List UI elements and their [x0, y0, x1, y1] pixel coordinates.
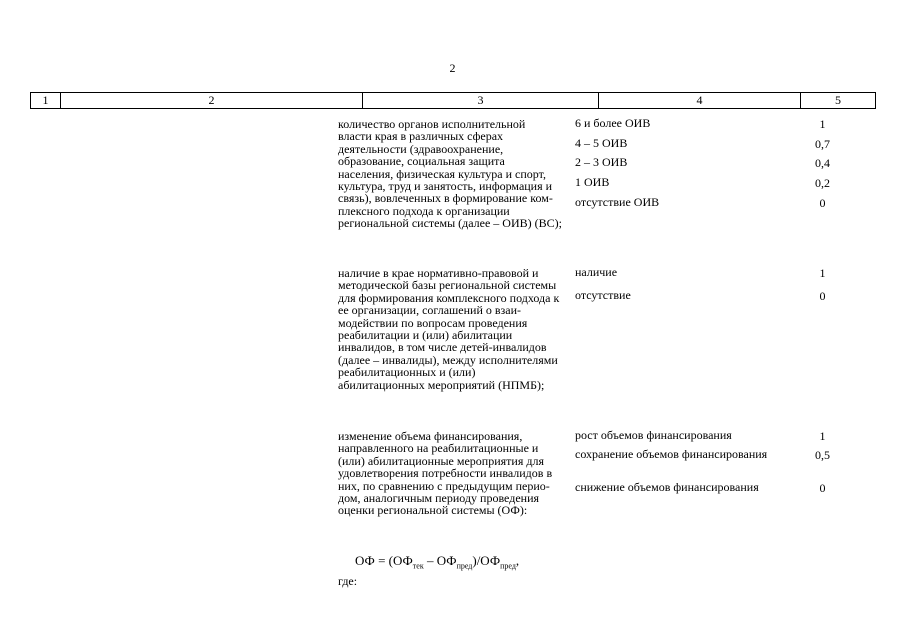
option-score: 0,5	[815, 448, 830, 462]
option-score: 0	[819, 481, 826, 495]
header-col-3: 3	[363, 93, 599, 108]
option-label: сохранение объемов финансирования	[575, 447, 768, 461]
formula-sub-previous: пред	[456, 561, 473, 571]
table-header-row	[30, 92, 876, 109]
option-label: наличие	[575, 265, 618, 279]
formula-tail: ,	[515, 553, 520, 568]
formula-sub-previous-denominator: пред	[500, 561, 516, 571]
option-label: снижение объемов финансирования	[575, 480, 759, 494]
option-label: 1 ОИВ	[575, 175, 610, 189]
formula-sub-current: тек	[412, 561, 424, 571]
option-label: 6 и более ОИВ	[575, 116, 651, 130]
option-score: 0	[819, 289, 826, 303]
option-label: рост объемов финансирования	[575, 428, 732, 442]
option-label: 4 – 5 ОИВ	[575, 136, 628, 150]
option-score: 0,4	[815, 156, 830, 170]
option-score: 0	[819, 196, 826, 210]
header-col-1: 1	[31, 93, 61, 108]
option-label: отсутствие ОИВ	[575, 195, 660, 209]
formula-minus: – ОФ	[423, 553, 457, 568]
option-score: 1	[819, 429, 826, 443]
option-label: отсутствие	[575, 288, 631, 302]
option-score: 0,2	[815, 176, 830, 190]
criterion-text: количество органов исполнительной власти края в различных сферах деятельности (здравоохранение, образование, социальная защита населения, физическая культура и спорт, культура, труд и занятость, информация и связь), вовлеченных в формирование комплексного подхода к организации региональной системы (далее – ОИВ) (ВС);	[338, 117, 562, 231]
criterion-text: наличие в крае нормативно-правовой и методической базы региональной системы для формирования комплексного подхода к ее организации, соглашений о взаимодействии по вопросам проведения реабилитации и (или) абилитации инвалидов, в том числе детей-инвалидов (далее – инвалиды), между исполнителями реабилитационных и (или) абилитационных мероприятий (НПМБ);	[338, 266, 560, 392]
header-col-5: 5	[835, 93, 841, 107]
option-score: 0,7	[815, 137, 830, 151]
criterion-text: изменение объема финансирования, направленного на реабилитационные и (или) абилитационные мероприятия для удовлетворения потребности инвалидов в них, по сравнению с предыдущим периодом, аналогичным периоду проведения оценки региональной системы (ОФ):	[338, 429, 553, 518]
where-label: где:	[338, 574, 358, 588]
option-label: 2 – 3 ОИВ	[575, 155, 628, 169]
formula-divide: )/ОФ	[472, 553, 501, 568]
option-score: 1	[819, 117, 826, 131]
formula	[355, 553, 519, 571]
option-score: 1	[819, 266, 826, 280]
page-number: 2	[449, 61, 456, 75]
formula-lhs: ОФ = (ОФ	[355, 553, 413, 568]
header-col-2: 2	[61, 93, 363, 108]
header-col-4: 4	[599, 93, 801, 108]
